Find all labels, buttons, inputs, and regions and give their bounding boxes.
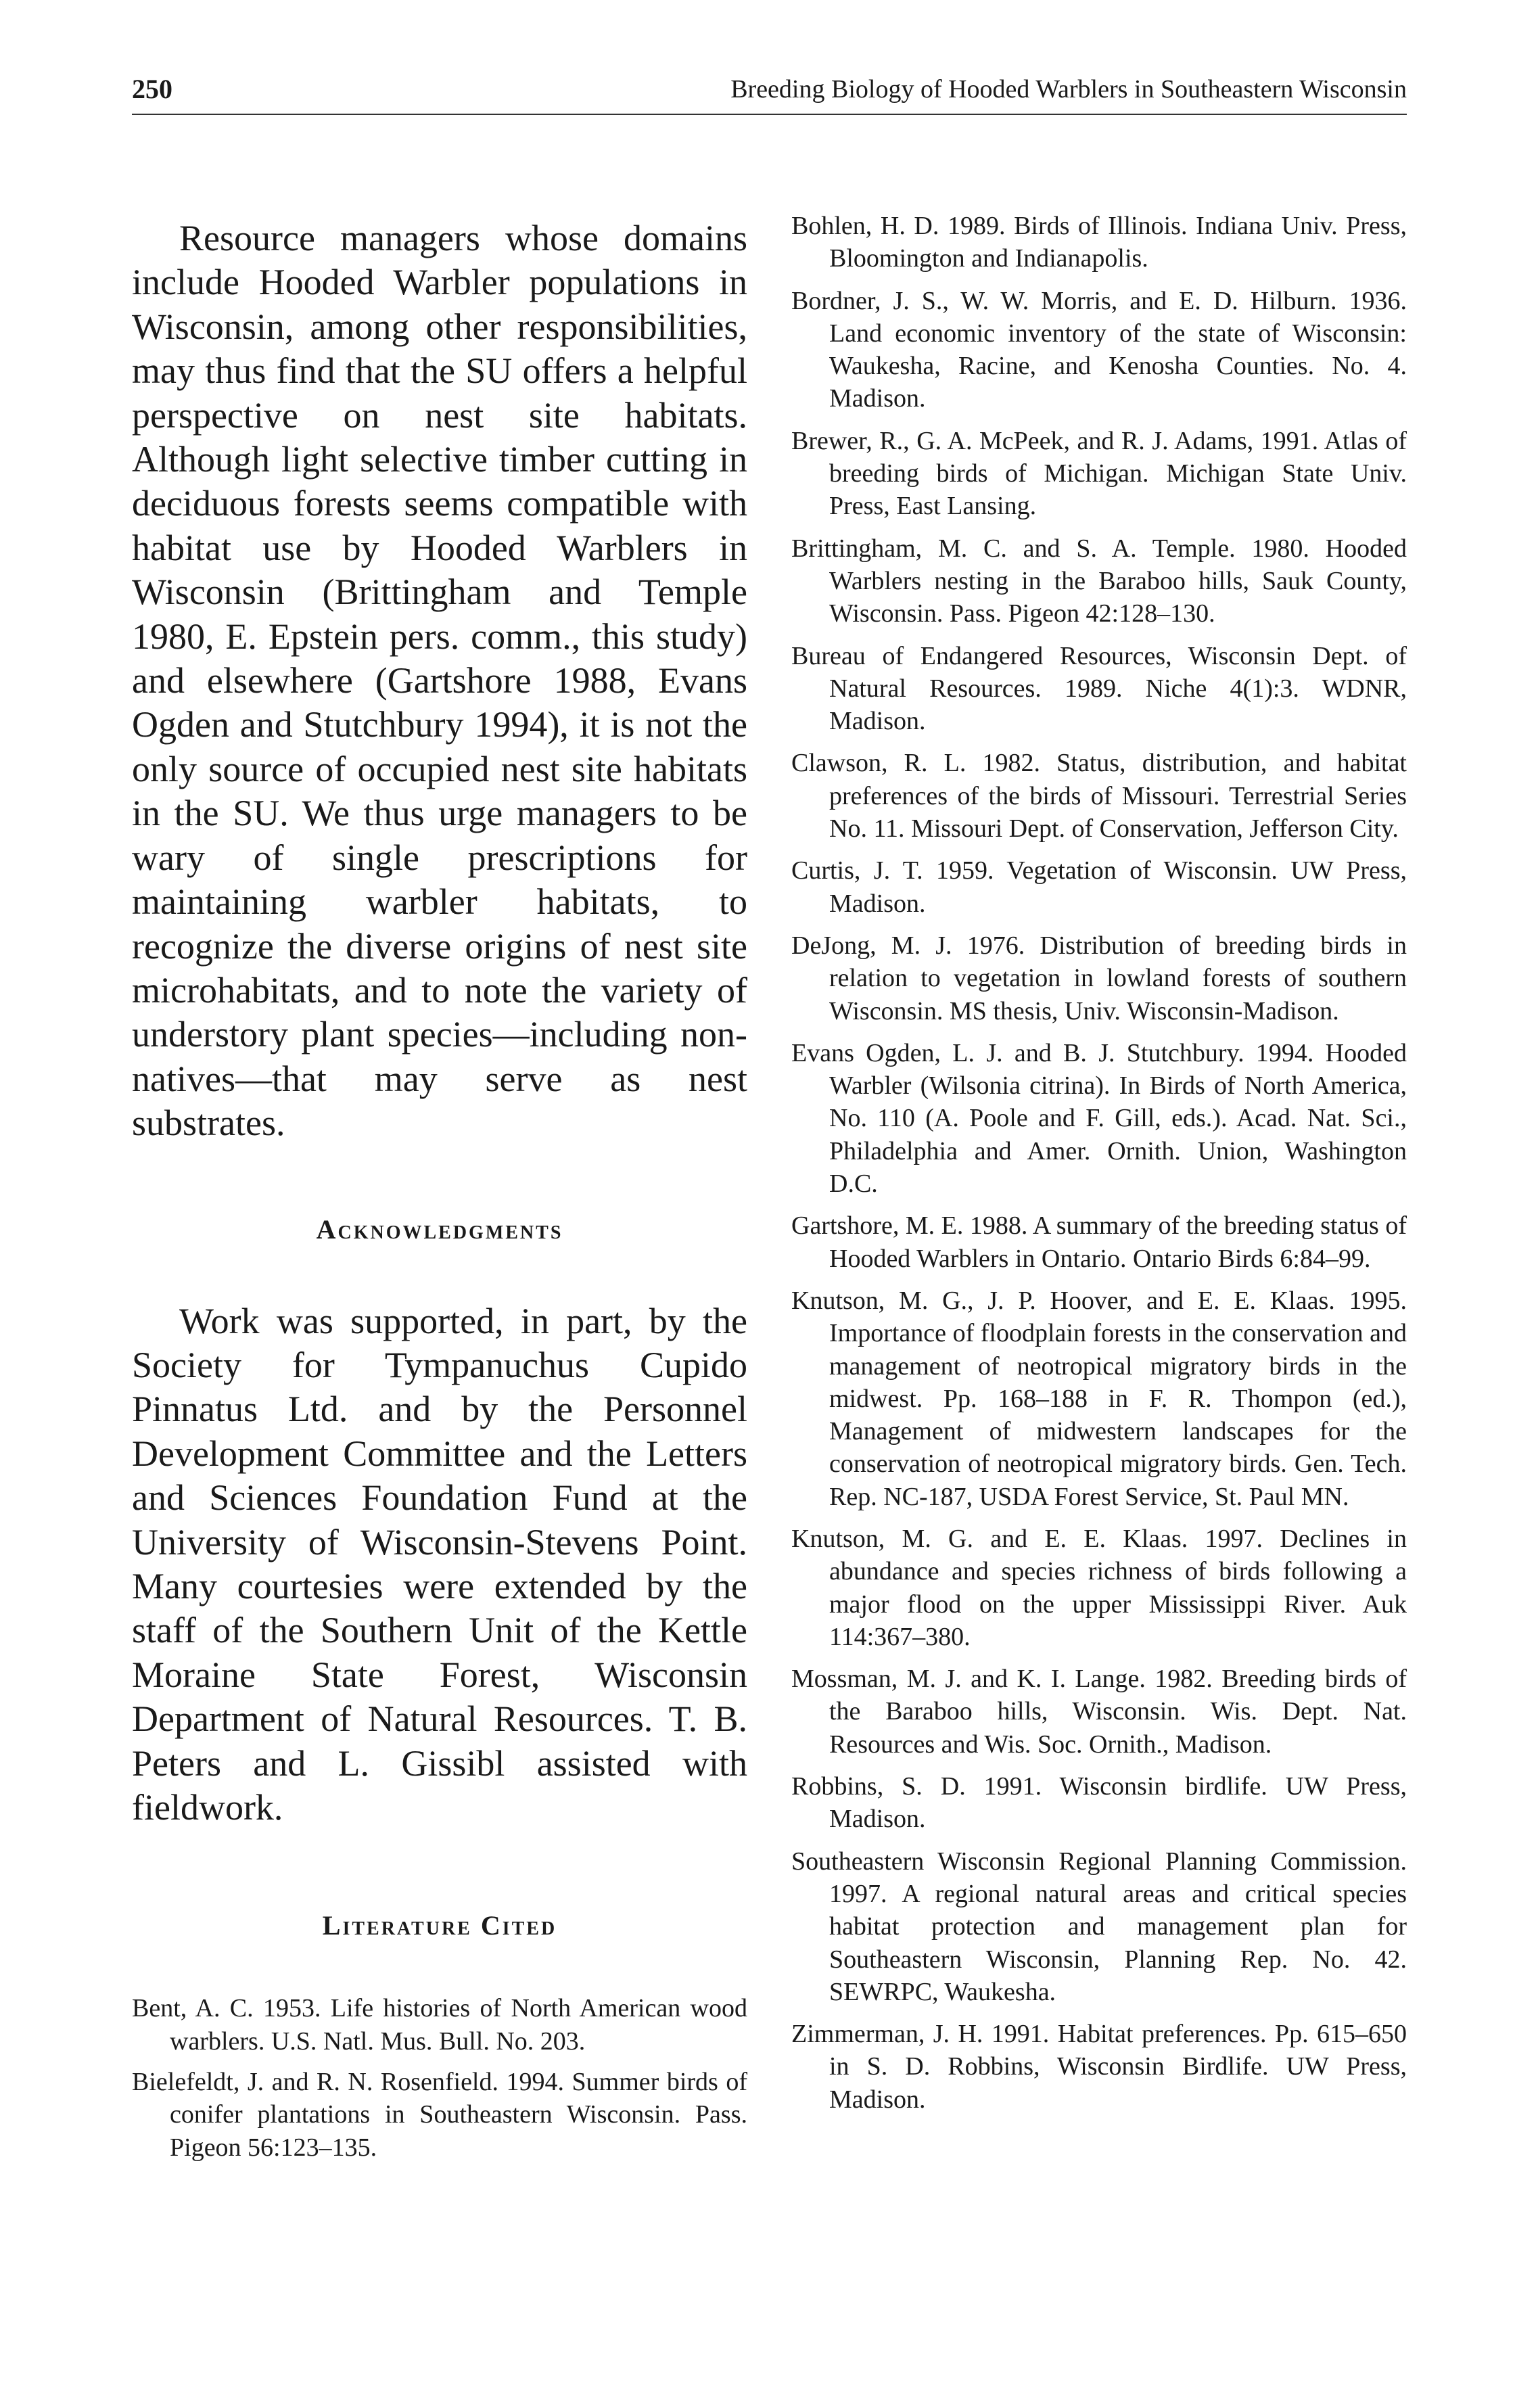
reference-entry: Bent, A. C. 1953. Life histories of North American wood warblers. U.S. Natl. Mus. Bull. No. 203. xyxy=(132,1994,747,2056)
reference-entry: Gartshore, M. E. 1988. A summary of the breeding status of Hooded Warblers in Ontario. Ontario Birds 6:84–99. xyxy=(791,1211,1407,1273)
reference-entry: Bordner, J. S., W. W. Morris, and E. D. Hilburn. 1936. Land economic inventory of the state of Wisconsin: Waukesha, Racine, and Kenosha Counties. No. 4. Madison. xyxy=(791,286,1407,413)
reference-entry: Brittingham, M. C. and S. A. Temple. 1980. Hooded Warblers nesting in the Baraboo hills, Sauk County, Wisconsin. Pass. Pigeon 42:128–130. xyxy=(791,534,1407,628)
reference-entry: Knutson, M. G. and E. E. Klaas. 1997. Declines in abundance and species richness of birds following a major flood on the upper Mississippi River. Auk 114:367–380. xyxy=(791,1524,1407,1651)
body-paragraph: Resource managers whose domains include Hooded Warbler populations in Wisconsin, among other responsibilities, may thus find that the SU offers a helpful perspective on nest site habitats. Although light selective timber cutting in deciduous forests seems compatible with habitat use by Hooded Warblers in Wisconsin (Brittingham and Temple 1980, E. Epstein pers. comm., this study) and elsewhere (Gartshore 1988, Evans Ogden and Stutchbury 1994), it is not the only source of occupied nest site habitats in the SU. We thus urge managers to be wary of single prescriptions for maintaining warbler habitats, to recognize the diverse origins of nest site microhabitats, and to note the variety of understory plant species—including non-natives—that may serve as nest substrates. xyxy=(132,218,747,1144)
running-title: Breeding Biology of Hooded Warblers in Southeastern Wisconsin xyxy=(730,75,1407,103)
acknowledgments-text: Work was supported, in part, by the Society for Tympanuchus Cupido Pinnatus Ltd. and by the Personnel Development Committee and the Letters and Sciences Foundation Fund at the University of Wisconsin-Stevens Point. Many courtesies were extended by the staff of the Southern Unit of the Kettle Moraine State Forest, Wisconsin Department of Natural Resources. T. B. Peters and L. Gissibl assisted with fieldwork. xyxy=(132,1300,747,1828)
reference-entry: Bielefeldt, J. and R. N. Rosenfield. 1994. Summer birds of conifer plantations in Southeastern Wisconsin. Pass. Pigeon 56:123–135. xyxy=(132,2068,747,2162)
reference-entry: Bureau of Endangered Resources, Wisconsin Dept. of Natural Resources. 1989. Niche 4(1):3. WDNR, Madison. xyxy=(791,641,1407,736)
page-number: 250 xyxy=(132,74,172,104)
reference-entry: Robbins, S. D. 1991. Wisconsin birdlife. UW Press, Madison. xyxy=(791,1772,1407,1834)
reference-entry: Evans Ogden, L. J. and B. J. Stutchbury. 1994. Hooded Warbler (Wilsonia citrina). In Birds of North America, No. 110 (A. Poole and F. Gill, eds.). Acad. Nat. Sci., Philadelphia and Amer. Ornith. Union, Washington D.C. xyxy=(791,1038,1407,1199)
reference-entry: Zimmerman, J. H. 1991. Habitat preferences. Pp. 615–650 in S. D. Robbins, Wisconsin Birdlife. UW Press, Madison. xyxy=(791,2020,1407,2114)
literature-cited-heading: Literature Cited xyxy=(322,1910,557,1941)
reference-entry: Mossman, M. J. and K. I. Lange. 1982. Breeding birds of the Baraboo hills, Wisconsin. Wis. Dept. Nat. Resources and Wis. Soc. Ornith., Madison. xyxy=(791,1665,1407,1759)
reference-list-right xyxy=(791,210,1407,2116)
acknowledgments-heading: Acknowledgments xyxy=(316,1213,563,1245)
right-column xyxy=(791,210,1407,2125)
reference-entry: Brewer, R., G. A. McPeek, and R. J. Adams, 1991. Atlas of breeding birds of Michigan. Michigan State Univ. Press, East Lansing. xyxy=(791,426,1407,521)
left-column xyxy=(132,216,747,2172)
running-header xyxy=(132,66,1407,115)
reference-entry: Knutson, M. G., J. P. Hoover, and E. E. Klaas. 1995. Importance of floodplain forests in the conservation and management of neotropical migratory birds in the midwest. Pp. 168–188 in F. R. Thompon (ed.), Management of midwestern landscapes for the conservation of neotropical migratory birds. Gen. Tech. Rep. NC-187, USDA Forest Service, St. Paul MN. xyxy=(791,1286,1407,1511)
reference-entry: DeJong, M. J. 1976. Distribution of breeding birds in relation to vegetation in lowland forests of southern Wisconsin. MS thesis, Univ. Wisconsin-Madison. xyxy=(791,931,1407,1025)
reference-entry: Bohlen, H. D. 1989. Birds of Illinois. Indiana Univ. Press, Bloomington and Indianapolis. xyxy=(791,212,1407,273)
reference-entry: Southeastern Wisconsin Regional Planning Commission. 1997. A regional natural areas and critical species habitat protection and management plan for Southeastern Wisconsin, Planning Rep. No. 42. SEWRPC, Waukesha. xyxy=(791,1847,1407,2006)
reference-entry: Curtis, J. T. 1959. Vegetation of Wisconsin. UW Press, Madison. xyxy=(791,856,1407,918)
reference-list-left xyxy=(132,1992,747,2163)
reference-entry: Clawson, R. L. 1982. Status, distribution, and habitat preferences of the birds of Missouri. Terrestrial Series No. 11. Missouri Dept. of Conservation, Jefferson City. xyxy=(791,749,1407,843)
